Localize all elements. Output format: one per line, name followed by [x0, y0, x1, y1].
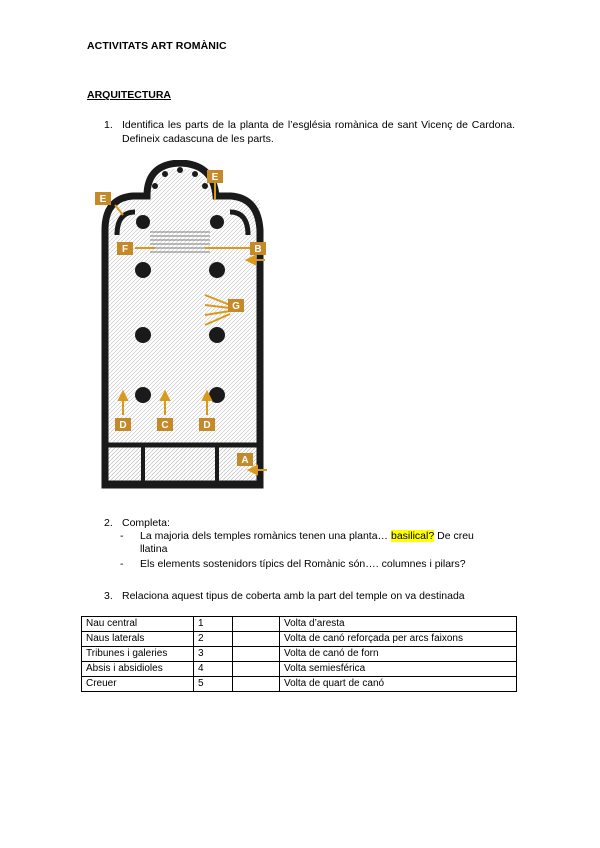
- svg-text:B: B: [254, 244, 262, 255]
- table-row: [82, 632, 517, 647]
- plan-narthex: [107, 445, 258, 482]
- question-2-number: 2.: [104, 517, 113, 529]
- question-1-text: Identifica les parts de la planta de l’església romànica de sant Vicenç de Cardona. Defineix cadascuna de les parts.: [122, 119, 515, 145]
- plan-label-c: [157, 418, 173, 431]
- svg-text:D: D: [119, 420, 127, 431]
- table-row: [82, 677, 517, 692]
- number-cell: 5: [194, 677, 233, 692]
- plan-label-d-right: [199, 418, 215, 431]
- vault-type-cell: Volta de canó reforçada per arcs faixons: [280, 632, 517, 647]
- plan-label-f: [117, 242, 133, 255]
- svg-text:D: D: [203, 420, 211, 431]
- church-floor-plan-image: [95, 160, 270, 490]
- temple-part-cell: Naus laterals: [82, 632, 194, 647]
- answer-cell[interactable]: [233, 632, 280, 647]
- table-row: [82, 617, 517, 632]
- plan-label-g: [228, 299, 244, 312]
- bullet-1-text: La majoria dels temples romànics tenen una planta…: [140, 530, 391, 542]
- table-row: [82, 647, 517, 662]
- answer-cell[interactable]: [233, 677, 280, 692]
- temple-part-cell: Creuer: [82, 677, 194, 692]
- question-3-number: 3.: [104, 590, 113, 602]
- temple-part-cell: Absis i absidioles: [82, 662, 194, 677]
- temple-part-cell: Tribunes i galeries: [82, 647, 194, 662]
- plan-label-e-left: [95, 192, 111, 205]
- document-title: ACTIVITATS ART ROMÀNIC: [87, 40, 227, 52]
- highlighted-answer: basilical?: [390, 530, 435, 542]
- plan-label-b: [250, 242, 266, 255]
- question-2-bullets: [120, 530, 500, 571]
- table-row: [82, 662, 517, 677]
- svg-text:F: F: [121, 244, 129, 255]
- matching-table: [81, 616, 517, 692]
- svg-text:A: A: [241, 455, 249, 466]
- vault-type-cell: Volta d’aresta: [280, 617, 517, 632]
- number-cell: 4: [194, 662, 233, 677]
- svg-text:E: E: [99, 194, 107, 205]
- answer-cell[interactable]: [233, 617, 280, 632]
- bullet-item-1: - La majoria dels temples romànics tenen una planta… basilical? De creu llatina: [120, 530, 474, 555]
- vault-type-cell: Volta de quart de canó: [280, 677, 517, 692]
- bullet-item-2: - Els elements sostenidors típics del Romànic són…. columnes i pilars?: [120, 558, 466, 570]
- question-2-text: Completa:: [122, 517, 170, 529]
- vault-type-cell: Volta de canó de forn: [280, 647, 517, 662]
- question-3-text: Relaciona aquest tipus de coberta amb la part del temple on va destinada: [122, 590, 465, 602]
- number-cell: 3: [194, 647, 233, 662]
- svg-text:E: E: [211, 172, 219, 183]
- bullet-2-text: Els elements sostenidors típics del Romànic són…. columnes i pilars?: [140, 558, 466, 570]
- bullet-1-text-after: De creu llatina: [140, 530, 474, 555]
- vault-type-cell: Volta semiesférica: [280, 662, 517, 677]
- answer-cell[interactable]: [233, 662, 280, 677]
- answer-cell[interactable]: [233, 647, 280, 662]
- svg-text:C: C: [161, 420, 169, 431]
- plan-label-a: [237, 453, 253, 466]
- number-cell: 2: [194, 632, 233, 647]
- svg-text:G: G: [232, 301, 240, 312]
- temple-part-cell: Nau central: [82, 617, 194, 632]
- number-cell: 1: [194, 617, 233, 632]
- plan-label-d-left: [115, 418, 131, 431]
- section-heading: ARQUITECTURA: [87, 89, 171, 101]
- plan-label-e-right: [207, 170, 223, 183]
- question-1-number: 1.: [104, 119, 113, 131]
